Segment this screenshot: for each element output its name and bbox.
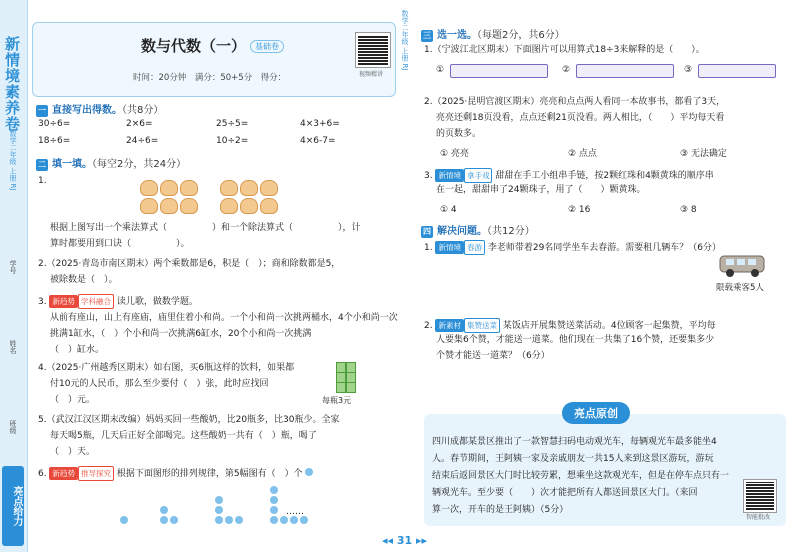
spine — [0, 0, 28, 552]
pattern-ellipsis: …… — [286, 507, 304, 517]
option-3-image — [698, 64, 776, 78]
q3-1-line: 1.（宁波江北区期末）下面图片可以用算式18÷3来解释的是（ ）。 — [424, 45, 705, 55]
option-2-image — [576, 64, 674, 78]
q2-4-line-a: 4.（2025·广州越秀区期末）如右图，买6瓶这样的饮料，如果都 — [38, 363, 295, 373]
qr-code-icon-2 — [744, 480, 776, 512]
trend-tag-2: 新趋势 — [49, 467, 78, 480]
spine-field-id: 学号 — [9, 260, 17, 274]
q2-2-line-b: 被除数是（ ）。 — [50, 275, 118, 285]
q2-3-line-c: 挑满1缸水，（ ）个小和尚一次挑满6缸水，20个小和尚一次挑满 — [50, 329, 312, 339]
q2-1-line-a: 根据上图写出一个乘法算式（ ）和一个除法算式（ ），计 — [50, 223, 361, 233]
q2-6-line: 6. 新趋势 推导探究 根据下面图形的排列规律，第5幅图有（ ）个 — [38, 466, 313, 481]
section-4-title: 四 解决问题。（共12分） — [423, 226, 535, 237]
van-illustration — [718, 252, 768, 280]
q3-2-options: ① 亮亮 ② 点点 ③ 无法确定 — [440, 149, 727, 159]
brand-logo: 亮点给力 — [2, 466, 24, 546]
q2-2-line-a: 2.（2025·青岛市南区期末）两个乘数都是6，积是（ ）；商和除数都是5， — [38, 259, 341, 269]
q2-3-line-a: 3. 新趋势 学科融合 读儿歌，做数学题。 — [38, 294, 198, 309]
q2-5-line-a: 5.（武汉江汉区期末改编）妈妈买回一些酸奶，比20瓶多，比30瓶少。全家 — [38, 415, 340, 425]
spine-field-name: 姓名 — [9, 340, 17, 354]
q4-2-line-a: 2. 新素材 集赞送菜 某饭店开展集赞送菜活动。4位顾客一起集赞，平均每 — [424, 318, 716, 333]
option-1-image — [450, 64, 548, 78]
highlight-line-5: 算一次，开车的是王阿姨）（5分） — [432, 505, 569, 515]
section-2-title: 二 填一填。（每空2分，共24分） — [38, 159, 187, 170]
q4-2-line-c: 个赞才能送一道菜？（6分） — [436, 351, 550, 361]
q3-3-line-a: 3. 新情境 拿手戏 甜甜在手工小组串手链，按2颗红珠和4颗黄珠的顺序串 — [424, 168, 714, 183]
topic-tag-2: 推导探究 — [78, 466, 114, 481]
qr-caption-2: 智能批改 — [745, 514, 770, 521]
highlight-line-1: 四川成都某景区推出了一款智慧扫码电动观光车，每辆观光车最多能坐4 — [432, 437, 717, 447]
drink-price: 每瓶3元 — [322, 396, 352, 405]
header-box — [32, 22, 396, 97]
dot-icon — [305, 468, 313, 476]
highlight-line-4: 辆观光车。至少要（ ）次才能把所有人都送回景区大门。（来回 — [432, 488, 698, 498]
van-caption: 限载乘客5人 — [716, 283, 764, 293]
page-number: ◂◂ 31 ▸▸ — [382, 534, 428, 547]
spine-title: 新情境素养卷 — [3, 36, 21, 132]
q4-2-line-b: 人要集6个赞，才能送一道菜。他们现在一共集了16个赞，还要集多少 — [436, 335, 715, 345]
q2-3-line-d: （ ）缸水。 — [50, 345, 105, 355]
qr-code-icon — [356, 33, 390, 67]
spine-field-class: 班级 — [9, 420, 17, 434]
highlight-box — [424, 407, 786, 526]
q3-2-line-a: 2.（2025·昆明官渡区期末）亮亮和点点两人看同一本故事书，都看了3天， — [424, 97, 726, 107]
q2-1-number: 1. — [38, 176, 47, 186]
q3-1-options: ① ② ③ — [436, 64, 444, 77]
trend-tag: 新趋势 — [49, 295, 78, 308]
side-label: 数学二年级 上册 RJ — [401, 10, 409, 71]
q2-5-line-b: 每天喝5瓶，几天后正好全部喝完。这些酸奶一共有（ ）瓶，喝了 — [50, 431, 317, 441]
qr-caption: 视频精讲 — [358, 71, 383, 78]
q2-3-line-b: 从前有座山，山上有座庙，庙里住着小和尚。一个小和尚一次挑两桶水，4个小和尚一次 — [50, 313, 398, 323]
highlight-title: 亮点原创 — [562, 402, 630, 424]
q3-3-line-b: 在一起，甜甜串了24颗珠子，用了（ ）颗黄珠。 — [436, 185, 646, 195]
q3-2-line-c: 的页数多。 — [436, 129, 482, 139]
test-info: 时间：20分钟 满分：50+5分 得分： — [133, 73, 287, 83]
spine-subtitle: 数学二年级 上册 RJ — [9, 130, 17, 191]
q4-1-line: 1. 新情境 春游 李老师带着29名同学坐车去春游。需要租几辆车？（6分） — [424, 240, 721, 255]
section-1-title: 一 直接写出得数。（共8分） — [38, 105, 164, 116]
highlight-line-2: 人。春节期间，王阿姨一家及亲戚朋友一共15人来到这景区游玩，游玩 — [432, 454, 714, 464]
q3-3-options: ① 4 ② 16 ③ 8 — [440, 205, 697, 215]
drink-cans-illustration — [336, 362, 358, 392]
topic-tag: 学科融合 — [78, 294, 114, 309]
section-3-title: 三 选一选。（每题2分，共6分） — [423, 30, 565, 41]
q2-4-line-b: 付10元的人民币，那么至少要付（ ）张，此时应找回 — [50, 379, 269, 389]
page-title: 数与代数（一） 基础卷 — [141, 35, 284, 56]
q2-4-line-c: （ ）元。 — [50, 395, 96, 405]
q2-1-line-b: 算时都要用到口诀（ ）。 — [50, 239, 190, 249]
q3-2-line-b: 亮亮还剩18页没看，点点还剩21页没看。两人相比，（ ）平均每天看 — [436, 113, 725, 123]
q2-5-line-c: （ ）天。 — [50, 447, 96, 457]
highlight-line-3: 结束后返回景区大门时比较劳累，想乘坐这款观光车，但是在停车点只有一 — [432, 471, 730, 481]
level-badge: 基础卷 — [250, 40, 284, 53]
